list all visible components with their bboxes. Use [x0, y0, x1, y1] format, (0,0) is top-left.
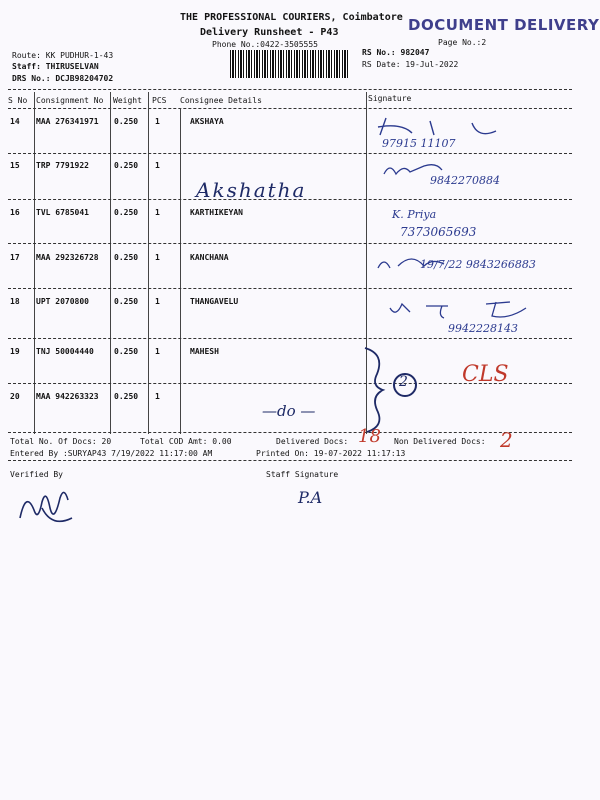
row-consignment: MAA 276341971: [36, 117, 99, 126]
row-sno: 18: [10, 297, 20, 306]
col-separator: [180, 108, 181, 434]
row-pcs: 1: [155, 117, 160, 126]
col-signature: Signature: [368, 94, 412, 103]
row-consignee: AKSHAYA: [190, 117, 224, 126]
row-divider: [8, 243, 572, 244]
row-consignment: MAA 292326728: [36, 253, 99, 262]
barcode-image: [230, 50, 350, 78]
runsheet-title: Delivery Runsheet - P43: [200, 27, 339, 38]
handwritten-name: Akshatha: [196, 178, 307, 202]
route-info: Route: KK PUDHUR-1-43: [12, 51, 114, 60]
circled-mark-digit: 2: [399, 374, 408, 390]
phone-number: Phone No.:0422-3505555: [212, 40, 318, 49]
row-weight: 0.250: [114, 297, 139, 306]
table-bottom-rule: [8, 432, 572, 433]
row-pcs: 1: [155, 392, 160, 401]
signature-scribble: [372, 113, 512, 143]
row-weight: 0.250: [114, 208, 139, 217]
row-consignment: UPT 2070800: [36, 297, 89, 306]
row-consignment: TNJ 50004440: [36, 347, 94, 356]
row-pcs: 1: [155, 161, 160, 170]
row-pcs: 1: [155, 253, 160, 262]
verified-signature: [12, 478, 82, 530]
row-signature-phone: 7373065693: [400, 225, 477, 239]
signature-initials: K. Priya: [392, 208, 437, 221]
row-weight: 0.250: [114, 253, 139, 262]
row-signature-phone: 97915 11107: [382, 137, 456, 150]
rs-date: RS Date: 19-Jul-2022: [362, 60, 459, 69]
row-sno: 14: [10, 117, 20, 126]
row-sno: 17: [10, 253, 20, 262]
total-cod: Total COD Amt: 0.00: [140, 437, 232, 446]
header-bottom-rule: [8, 108, 572, 109]
col-sno: S No: [8, 96, 28, 105]
non-delivered-docs-label: Non Delivered Docs:: [394, 437, 486, 446]
row-divider: [8, 383, 572, 384]
total-docs: Total No. Of Docs: 20: [10, 437, 112, 446]
row-consignment: TVL 6785041: [36, 208, 89, 217]
staff-info: Staff: THIRUSELVAN: [12, 62, 99, 71]
row-weight: 0.250: [114, 117, 139, 126]
company-name: THE PROFESSIONAL COURIERS, Coimbatore: [180, 12, 403, 23]
col-weight: Weight: [113, 96, 142, 105]
row-pcs: 1: [155, 208, 160, 217]
row-consignee: THANGAVELU: [190, 297, 239, 306]
rs-number: RS No.: 982047: [362, 48, 430, 57]
row-divider: [8, 199, 572, 200]
row-consignment: MAA 942263323: [36, 392, 99, 401]
row-weight: 0.250: [114, 347, 139, 356]
row-weight: 0.250: [114, 392, 139, 401]
row-consignee: MAHESH: [190, 347, 219, 356]
verified-by-label: Verified By: [10, 470, 63, 479]
non-delivered-docs-count: 2: [500, 428, 513, 452]
row-divider: [8, 338, 572, 339]
row-sno: 19: [10, 347, 20, 356]
staff-signature-initials: P.A: [298, 488, 323, 507]
row-pcs: 1: [155, 347, 160, 356]
row-consignee: KARTHIKEYAN: [190, 208, 243, 217]
document-delivery-stamp: DOCUMENT DELIVERY: [408, 16, 600, 34]
col-consignee: Consignee Details: [180, 96, 262, 105]
row-signature-phone: 9842270884: [430, 174, 500, 187]
row-sno: 16: [10, 208, 20, 217]
signature-scribble: [380, 160, 460, 180]
row-divider: [8, 288, 572, 289]
signature-scribble: [386, 298, 536, 322]
header-top-rule: [8, 89, 572, 90]
handwritten-do-mark: —do —: [262, 402, 316, 420]
col-consignment: Consignment No: [36, 96, 104, 105]
page-number: Page No.:2: [438, 38, 487, 47]
row-weight: 0.250: [114, 161, 139, 170]
entered-by: Entered By :SURYAP43 7/19/2022 11:17:00 AM: [10, 449, 213, 458]
row-consignment: TRP 7791922: [36, 161, 89, 170]
row-signature-phone: 19/7/22 9843266883: [420, 258, 536, 271]
row-signature-phone: 9942228143: [448, 322, 518, 335]
brace-mark: [355, 344, 395, 434]
drs-number: DRS No.: DCJB98204702: [12, 74, 114, 83]
staff-signature-label: Staff Signature: [266, 470, 339, 479]
row-pcs: 1: [155, 297, 160, 306]
row-divider: [8, 153, 572, 154]
row-consignee: KANCHANA: [190, 253, 229, 262]
handwritten-cls-mark: CLS: [462, 362, 509, 387]
row-sno: 15: [10, 161, 20, 170]
row-sno: 20: [10, 392, 20, 401]
delivered-docs-count: 18: [358, 426, 381, 447]
col-pcs: PCS: [152, 96, 167, 105]
footer-rule: [8, 460, 572, 461]
delivered-docs-label: Delivered Docs:: [276, 437, 349, 446]
printed-on: Printed On: 19-07-2022 11:17:13: [256, 449, 406, 458]
